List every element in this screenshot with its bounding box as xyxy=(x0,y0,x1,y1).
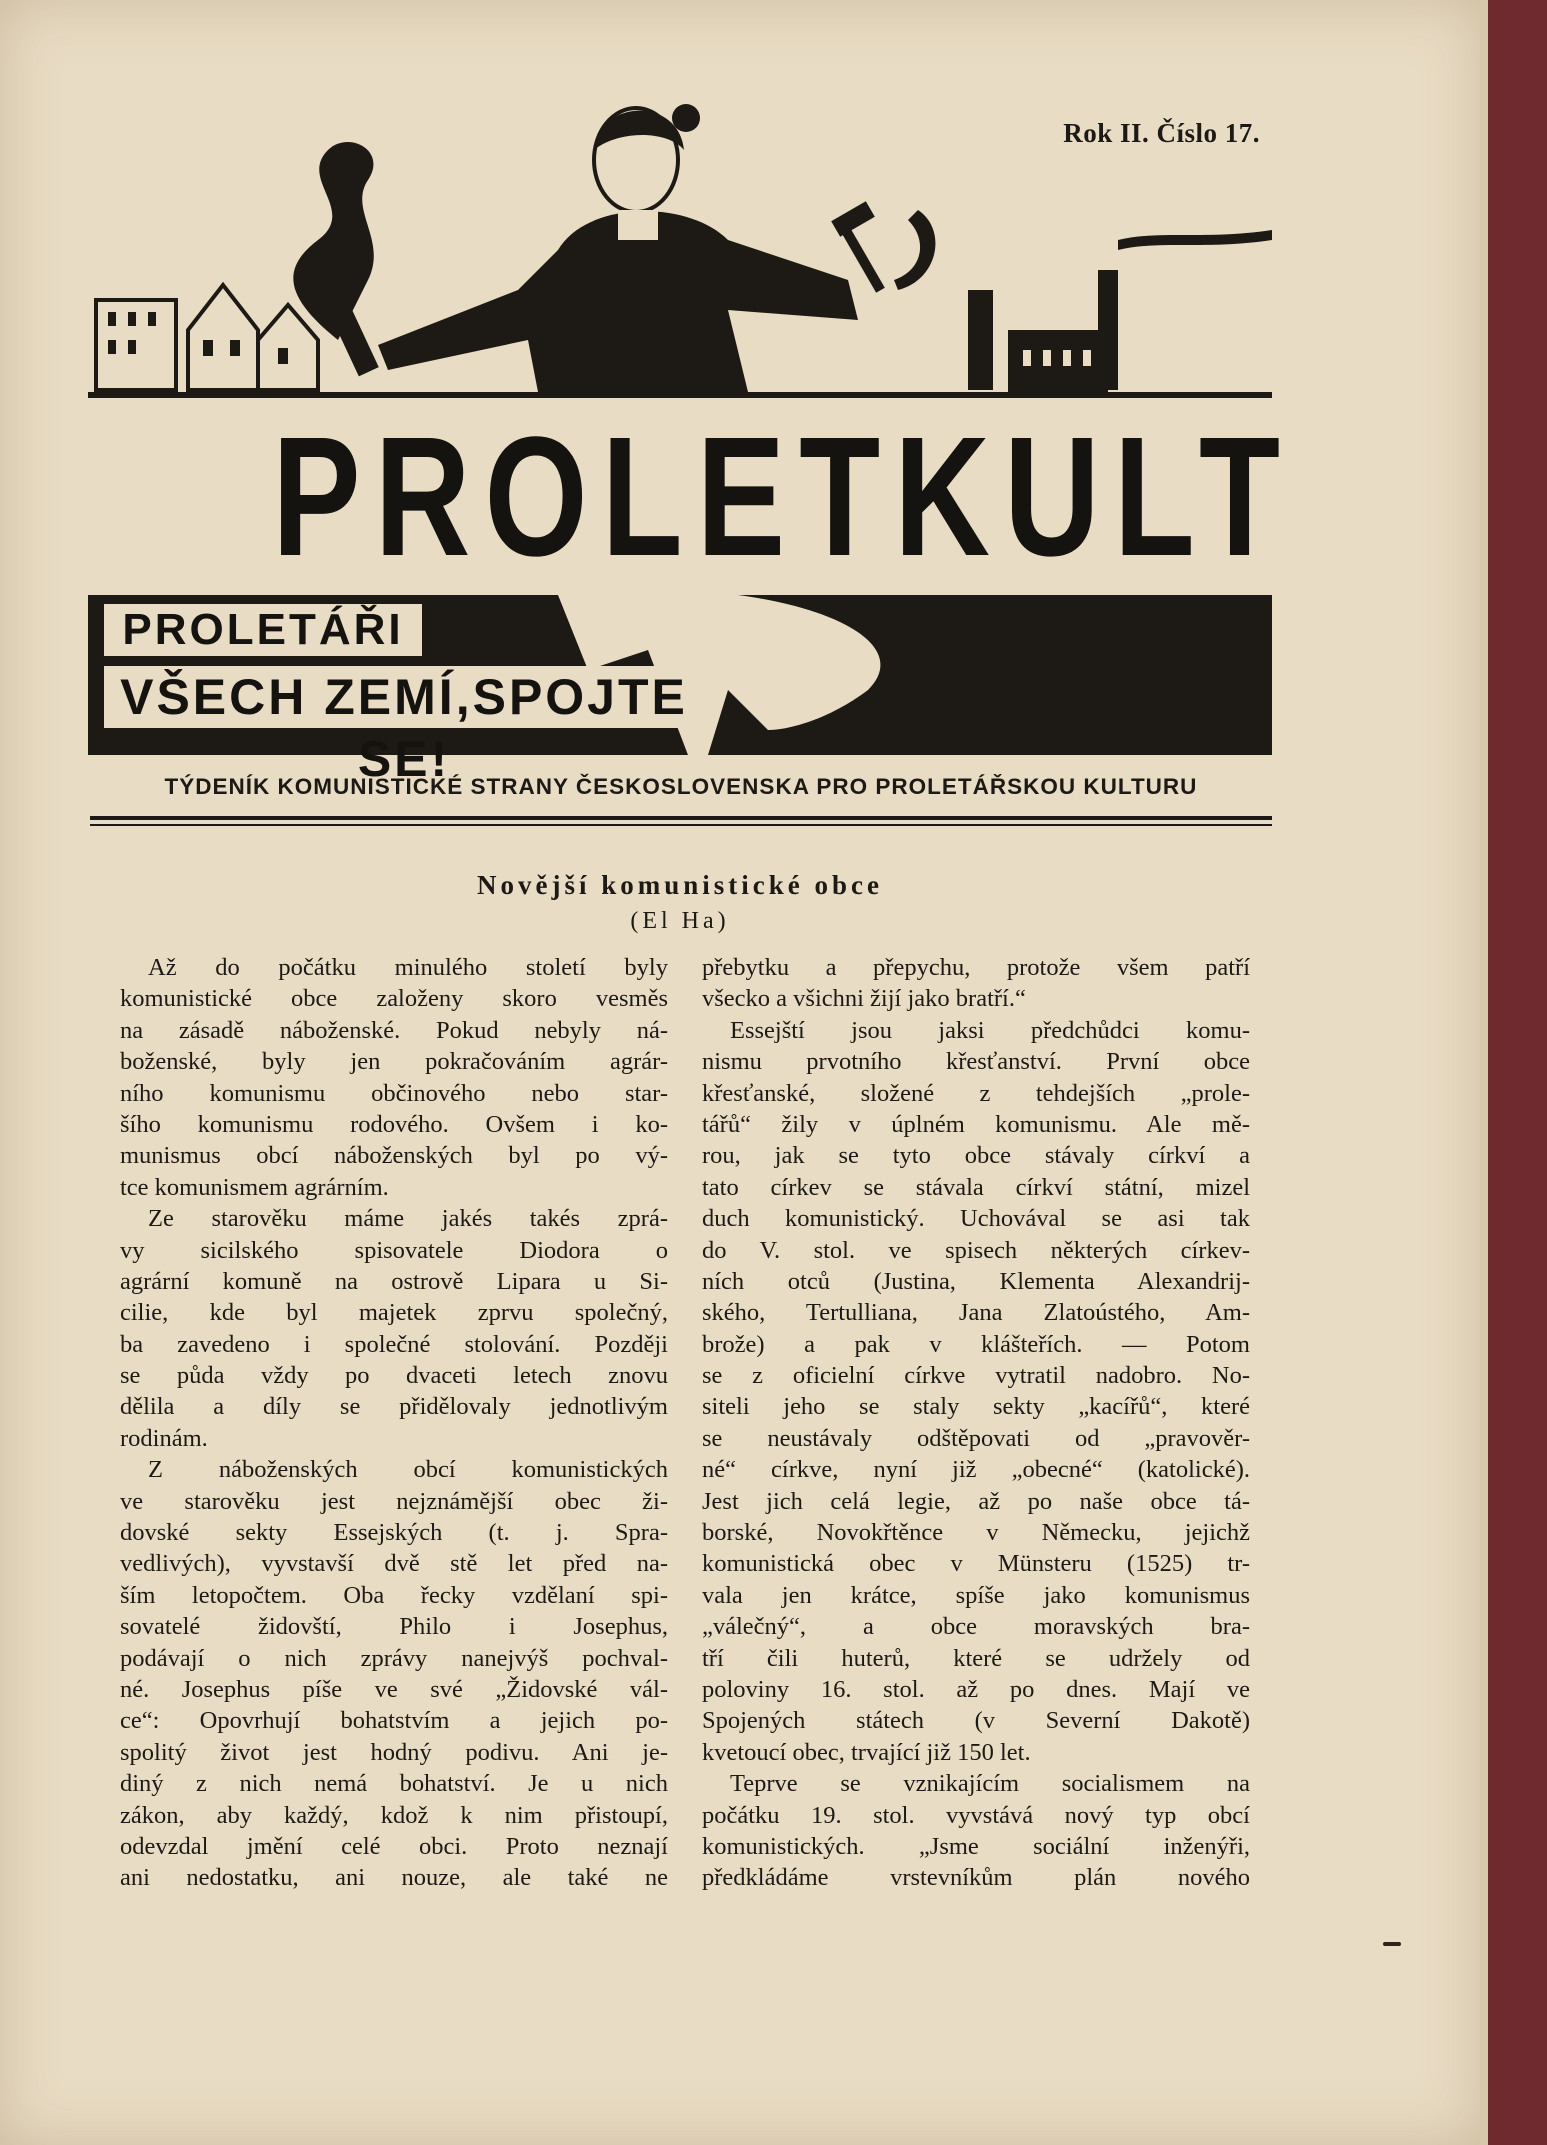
article-title: Novější komunistické obce xyxy=(477,870,883,900)
houses-illustration xyxy=(96,285,318,390)
header-rule xyxy=(90,816,1272,820)
article-line: tří čili huterů, které se udržely od xyxy=(702,1644,1250,1672)
article-line: rodinám. xyxy=(120,1424,208,1452)
article-line: diný z nich nemá bohatství. Je u nich xyxy=(120,1770,668,1798)
article-line: borské, Novokřtěnce v Německu, jejichž xyxy=(702,1519,1250,1547)
article-line: zákon, aby každý, kdož k nim přistoupí, xyxy=(120,1801,668,1829)
publication-subtitle: TÝDENÍK KOMUNISTICKÉ STRANY ČESKOSLOVENSKA PRO PROLETÁŘSKOU KULTURU xyxy=(164,774,1198,799)
article-line: šího komunismu rodového. Ovšem i ko- xyxy=(120,1110,668,1138)
article-line: ani nedostatku, ani nouze, ale také ne xyxy=(120,1864,668,1892)
article-line: předkládáme vrstevníkům plán nového xyxy=(702,1864,1250,1892)
article-line: komunistické obce založeny skoro vesměs xyxy=(120,985,668,1013)
article-line: všecko a všichni žijí jako bratří.“ xyxy=(702,985,1026,1013)
article-line: vala jen krátce, spíše jako komunismus xyxy=(702,1581,1250,1609)
article-line: Teprve se vznikajícím socialismem na xyxy=(730,1770,1250,1798)
article-line: ve starověku jest nejznámější obec ži- xyxy=(120,1487,668,1515)
slogan-line-2: VŠECH ZEMÍ,SPOJTE SE! xyxy=(104,666,704,728)
article-line: né. Josephus píše ve své „Židovské vál- xyxy=(120,1675,668,1703)
slogan-line-1: PROLETÁŘI xyxy=(104,604,422,656)
article-author: (El Ha) xyxy=(630,908,730,934)
article-line: vy sicilského spisovatele Diodora o xyxy=(120,1236,668,1264)
article-line: boženské, byly jen pokračováním agrár- xyxy=(120,1048,668,1076)
article-line: munismus obcí náboženských byl po vý- xyxy=(120,1142,668,1170)
article-line: Essejští jsou jaksi předchůdci komu- xyxy=(730,1016,1250,1044)
article-line: ského, Tertulliana, Jana Zlatoústého, Am- xyxy=(702,1299,1250,1327)
hammer-sickle-illustration xyxy=(831,201,935,293)
article-line: Ze starověku máme jakés takés zprá- xyxy=(148,1205,668,1233)
article-line: do V. stol. ve spisech některých církev- xyxy=(702,1236,1250,1264)
article-line: se neustávaly odštěpovati od „pravověr- xyxy=(702,1424,1250,1452)
article-line: rou, jak se tyto obce stávaly církví a xyxy=(702,1142,1250,1170)
article-line: počátku 19. stol. vyvstává nový typ obcí xyxy=(702,1801,1250,1829)
article-line: kvetoucí obec, trvající již 150 let. xyxy=(702,1738,1031,1766)
article-line: dovské sekty Essejských (t. j. Spra- xyxy=(120,1519,668,1547)
article-line: na zásadě náboženské. Pokud nebyly ná- xyxy=(120,1016,668,1044)
article-line: křesťanské, složené z tehdejších „prole- xyxy=(702,1079,1250,1107)
article-line: ních otců (Justina, Klementa Alexandrij- xyxy=(702,1267,1250,1295)
article-line: dělila a díly se přidělovaly jednotlivým xyxy=(120,1393,668,1421)
header-rule-thin xyxy=(90,824,1272,826)
factory-illustration xyxy=(968,230,1272,392)
article-line: ším letopočtem. Oba řecky vzdělaní spi- xyxy=(120,1581,668,1609)
article-line: komunistických. „Jsme sociální inženýři, xyxy=(702,1832,1250,1860)
article-line: se z oficielní církve vytratil nadobro. No- xyxy=(702,1362,1250,1390)
article-line: brože) a pak v klášteřích. — Potom xyxy=(702,1330,1250,1358)
article-line: ního komunismu občinového nebo star- xyxy=(120,1079,668,1107)
article-line: tce komunismem agrárním. xyxy=(120,1173,389,1201)
article-line: spolitý život jest hodný podivu. Ani je- xyxy=(120,1738,668,1766)
article-line: agrární komuně na ostrově Lipara u Si- xyxy=(120,1267,668,1295)
torch-flame-illustration xyxy=(293,142,373,340)
article-column-right xyxy=(702,952,1250,1894)
issue-number: Rok II. Číslo 17. xyxy=(1063,118,1260,148)
article-line: sovatelé židovští, Philo i Josephus, xyxy=(120,1613,668,1641)
article-line: komunistická obec v Münsteru (1525) tr- xyxy=(702,1550,1250,1578)
article-line: né“ církve, nyní již „obecné“ (katolické). xyxy=(702,1456,1250,1484)
article-line: ba zavedeno i společné stolování. Později xyxy=(120,1330,668,1358)
article-line: přebytku a přepychu, protože všem patří xyxy=(702,954,1250,981)
article-line: poloviny 16. stol. až po dnes. Mají ve xyxy=(702,1675,1250,1703)
article-line: Z náboženských obcí komunistických xyxy=(148,1456,668,1484)
article-line: tářů“ žily v úplném komunismu. Ale mě- xyxy=(702,1110,1250,1138)
woman-figure-illustration xyxy=(378,104,858,392)
article-line: podávají o nich zprávy nanejvýš pochval- xyxy=(120,1644,668,1672)
article-line: se půda vždy po dvaceti letech znovu xyxy=(120,1362,668,1390)
article-column-left xyxy=(120,952,668,1894)
article-line: vedlivých), vyvstavší dvě stě let před na- xyxy=(120,1550,668,1578)
article-line: Až do počátku minulého století byly xyxy=(148,954,668,981)
article-line: ce“: Opovrhují bohatstvím a jejich po- xyxy=(120,1707,668,1735)
article-line: tato církev se stávala církví státní, mizel xyxy=(702,1173,1250,1201)
article-line: Jest jich celá legie, až po naše obce tá- xyxy=(702,1487,1250,1515)
article-line: nismu prvotního křesťanství. První obce xyxy=(702,1048,1250,1076)
article-line: odevzdal jmění celé obci. Proto neznají xyxy=(120,1832,668,1860)
article-line: duch komunistický. Uchovával se asi tak xyxy=(702,1205,1250,1233)
article-line: siteli jeho se staly sekty „kacířů“, které xyxy=(702,1393,1250,1421)
article-line: cilie, kde byl majetek zprvu společný, xyxy=(120,1299,668,1327)
masthead-title: PROLETKULT xyxy=(272,402,1295,592)
paper-blemish xyxy=(1383,1942,1401,1946)
article-line: Spojených státech (v Severní Dakotě) xyxy=(702,1707,1250,1735)
article-line: „válečný“, a obce moravských bra- xyxy=(702,1613,1250,1641)
